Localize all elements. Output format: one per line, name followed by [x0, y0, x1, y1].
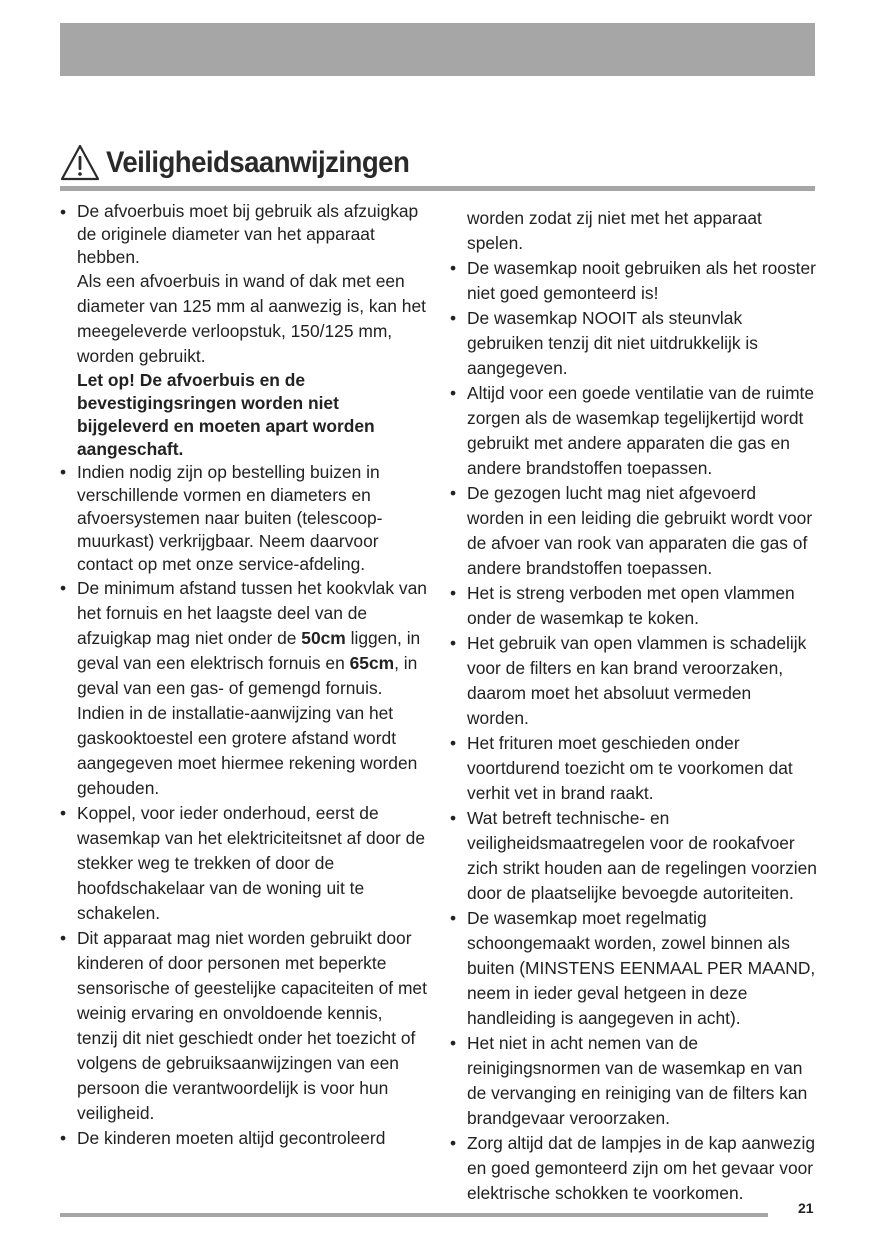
warning-note: Let op! De afvoerbuis en de bevestigingsringen worden niet bijgeleverd en moeten apart worden aangeschaft. — [77, 370, 375, 459]
warning-triangle-icon — [60, 143, 100, 183]
text-run: De minimum afstand tussen het kookvlak van het fornuis en het laagste deel van de afzuigkap mag niet onder de — [77, 578, 427, 648]
section-header — [60, 140, 436, 185]
footer-divider — [60, 1213, 768, 1217]
item-paragraph — [77, 576, 427, 701]
list-item: • De wasemkap nooit gebruiken als het rooster niet goed gemonteerd is! — [449, 256, 817, 306]
list-item: • Altijd voor een goede ventilatie van de ruimte zorgen als de wasemkap tegelijkertijd wordt gebruikt met andere apparaten die gas en andere brandstoffen toepassen. — [449, 381, 817, 481]
list-item: • Het gebruik van open vlammen is schadelijk voor de filters en kan brand veroorzaken, daarom moet het absoluut vermeden worden. — [449, 631, 817, 731]
title-divider — [60, 186, 815, 191]
list-item — [59, 200, 427, 461]
text-run: , in geval van een gas- of gemengd fornuis. — [77, 653, 418, 698]
page-title: Veiligheidsaanwijzingen — [106, 145, 410, 179]
list-item: • Het frituren moet geschieden onder voortdurend toezicht om te voorkomen dat verhit vet in brand raakt. — [449, 731, 817, 806]
list-item: • Dit apparaat mag niet worden gebruikt door kinderen of door personen met beperkte sensorische of geestelijke capaciteiten of met weinig ervaring en onvoldoende kennis, tenzij dit niet geschiedt onder het toezicht of volgens de gebruiksaanwijzingen van een persoon die verantwoordelijk is voor hun veiligheid. — [59, 926, 427, 1126]
list-item: • Koppel, voor ieder onderhoud, eerst de wasemkap van het elektriciteitsnet af door de stekker weg te trekken of door de hoofdschakelaar van de woning uit te schakelen. — [59, 801, 427, 926]
list-item: • De wasemkap moet regelmatig schoongemaakt worden, zowel binnen als buiten (MINSTENS EENMAAL PER MAAND, neem in ieder geval hetgeen in deze handleiding is aangegeven in acht). — [449, 906, 817, 1031]
list-item — [59, 576, 427, 801]
list-item: • De gezogen lucht mag niet afgevoerd worden in een leiding die gebruikt wordt voor de afvoer van rook van apparaten die gas of andere brandstoffen toepassen. — [449, 481, 817, 581]
item-paragraph: • De afvoerbuis moet bij gebruik als afzuigkap de originele diameter van het apparaat hebben. — [77, 201, 419, 267]
list-item: • Het niet in acht nemen van de reinigingsnormen van de wasemkap en van de vervanging en reiniging van de filters kan brandgevaar veroorzaken. — [449, 1031, 817, 1131]
page-number: 21 — [798, 1200, 814, 1216]
continuation-text: worden zodat zij niet met het apparaat spelen. — [467, 208, 762, 253]
right-column — [449, 200, 817, 1206]
list-item: • De wasemkap NOOIT als steunvlak gebruiken tenzij dit niet uitdrukkelijk is aangegeven. — [449, 306, 817, 381]
distance-value: 65cm — [349, 653, 395, 673]
list-item: • De kinderen moeten altijd gecontroleerd — [59, 1126, 427, 1151]
list-item: • Wat betreft technische- en veiligheidsmaatregelen voor de rookafvoer zich strikt houden aan de regelingen voorzien door de plaatselijke bevoegde autoriteiten. — [449, 806, 817, 906]
list-item: • Zorg altijd dat de lampjes in de kap aanwezig en goed gemonteerd zijn om het gevaar voor elektrische schokken te voorkomen. — [449, 1131, 817, 1206]
header-band — [60, 23, 815, 76]
list-item: • Het is streng verboden met open vlammen onder de wasemkap te koken. — [449, 581, 817, 631]
text-run: liggen, in geval van een elektrisch fornuis en — [77, 628, 421, 673]
item-paragraph: Indien in de installatie-aanwijzing van het gaskooktoestel een grotere afstand wordt aangegeven moet hiermee rekening worden gehouden. — [77, 703, 418, 798]
list-item: • Indien nodig zijn op bestelling buizen in verschillende vormen en diameters en afvoersystemen naar buiten (telescoop-muurkast) verkrijgbaar. Neem daarvoor contact op met onze service-afdeling. — [59, 461, 427, 576]
left-column — [59, 200, 427, 1151]
distance-value: 50cm — [301, 628, 346, 648]
item-paragraph: Als een afvoerbuis in wand of dak met een diameter van 125 mm al aanwezig is, kan het meegeleverde verloopstuk, 150/125 mm, worden gebruikt. — [77, 271, 426, 366]
